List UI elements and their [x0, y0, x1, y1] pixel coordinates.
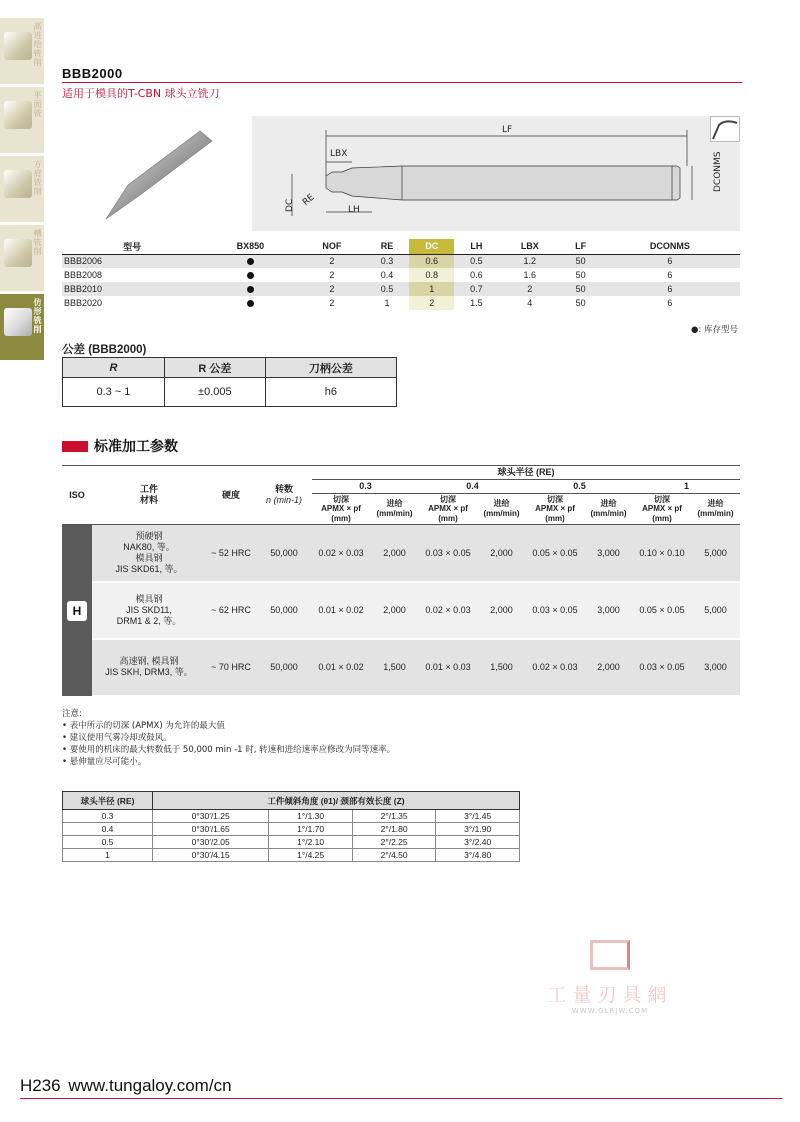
heading-bar	[62, 441, 88, 452]
notes-title: 注意:	[62, 709, 82, 719]
col-dc: DC	[409, 239, 455, 254]
page-subtitle: 适用于模具的T-CBN 球头立铣刀	[62, 87, 220, 100]
col-iso: ISO	[62, 466, 92, 525]
profile-milling-icon	[4, 308, 32, 336]
dc-label: DC	[285, 198, 295, 212]
note-item: • 建议使用气雾冷却或鼓风。	[62, 733, 172, 743]
stock-dot-icon	[247, 300, 254, 307]
title-divider	[62, 82, 742, 83]
col-bx850: BX850	[202, 239, 298, 254]
radius-0-5: 0.5	[526, 479, 633, 493]
table-row: 模具钢 JIS SKD11, DRM1 & 2, 等。 ~ 62 HRC 50,000 0.01 × 0.02 2,000 0.02 × 0.03 2,000 0.03 × 0.05 3,000 0.05 × 0.05 5,000	[62, 582, 740, 639]
dconms-label: DCONMS	[713, 151, 723, 192]
table-row: BBB2010 2 0.5 1 0.7 2 50 6	[62, 282, 740, 296]
col-hardness: 硬度	[206, 466, 256, 525]
footer-divider	[20, 1098, 782, 1099]
side-tab-slot-milling[interactable]: 槽铣削	[0, 225, 44, 291]
col-dconms: DCONMS	[600, 239, 740, 254]
cutting-parameters-table	[62, 465, 740, 697]
slot-milling-icon	[4, 239, 32, 267]
specification-table	[62, 239, 740, 310]
table-row: 0.3 0°30′/1.25 1°/1.30 2°/1.35 3°/1.45	[63, 810, 520, 823]
notes	[62, 708, 395, 768]
col-lf: LF	[561, 239, 600, 254]
watermark	[520, 940, 700, 1015]
note-item: • 表中所示的切深 (APMX) 为允许的最大值	[62, 721, 225, 731]
tool-illustration	[100, 125, 220, 225]
col-ball-radius: 球头半径 (RE)	[312, 466, 740, 480]
page-title: BBB2000	[62, 66, 123, 81]
col-speed: 转数 n (min-1)	[256, 466, 312, 525]
high-feed-milling-icon	[4, 32, 32, 60]
side-tab-shoulder-milling[interactable]: 方肩铣削	[0, 156, 44, 222]
table-row: 0.3 ~ 1 ±0.005 h6	[63, 378, 397, 407]
col-lbx: LBX	[498, 239, 561, 254]
lh-label: LH	[348, 205, 360, 215]
tol-col-r: R	[63, 358, 165, 378]
table-row: 0.4 0°30′/1.65 1°/1.70 2°/1.80 3°/1.90	[63, 823, 520, 836]
params-heading: 标准加工参数	[62, 436, 178, 456]
tilt-angle-table	[62, 791, 520, 862]
watermark-name: 工量刃具網	[547, 984, 673, 1006]
col-re: RE	[365, 239, 409, 254]
note-item: • 要使用的机床的最大转数低于 50,000 min -1 时, 转速和进给速率应修改为同等速率。	[62, 745, 396, 755]
page-number: H236	[20, 1076, 61, 1095]
side-tab-face-milling[interactable]: 平面铣	[0, 87, 44, 153]
col-depth: 切深 APMX × pf (mm)	[633, 493, 691, 525]
tol-col-r-tolerance: R 公差	[164, 358, 265, 378]
col-feed: 进给 (mm/min)	[477, 493, 526, 525]
side-tab-profile-milling[interactable]: 仿形铣削	[0, 294, 44, 360]
tol-col-shank-tolerance: 刀柄公差	[265, 358, 396, 378]
radius-1: 1	[633, 479, 740, 493]
col-tilt-angle: 工件倾斜角度 (θ1)/ 颈部有效长度 (Z)	[153, 792, 520, 810]
col-lh: LH	[454, 239, 498, 254]
col-depth: 切深 APMX × pf (mm)	[526, 493, 584, 525]
tolerance-table	[62, 357, 397, 407]
profile-milling-inset-icon	[710, 116, 740, 142]
col-material: 工件 材料	[92, 466, 206, 525]
radius-0-4: 0.4	[419, 479, 526, 493]
stock-legend: ●: 库存型号	[691, 325, 738, 335]
stock-dot-icon	[247, 272, 254, 279]
note-item: • 悬伸量应尽可能小。	[62, 757, 147, 767]
col-feed: 进给 (mm/min)	[370, 493, 419, 525]
col-nof: NOF	[299, 239, 366, 254]
side-tab-high-feed[interactable]: 高进给铣削	[0, 18, 44, 84]
radius-0-3: 0.3	[312, 479, 419, 493]
stock-dot-icon	[247, 286, 254, 293]
table-row: H 预硬钢 NAK80, 等。 模具钢 JIS SKD61, 等。 ~ 52 HRC 50,000 0.02 × 0.03 2,000 0.03 × 0.05 2,000 0.05 × 0.05 3,000 0.10 × 0.10 5,000	[62, 525, 740, 582]
lf-label: LF	[502, 125, 513, 135]
iso-group	[62, 525, 92, 696]
table-row: 0.5 0°30′/2.05 1°/2.10 2°/2.25 3°/2.40	[63, 836, 520, 849]
table-row: 1 0°30′/4.15 1°/4.25 2°/4.50 3°/4.80	[63, 849, 520, 862]
lbx-label: LBX	[330, 149, 348, 159]
col-ball-radius: 球头半径 (RE)	[63, 792, 153, 810]
tolerance-title: 公差 (BBB2000)	[62, 344, 147, 356]
watermark-logo-icon	[590, 940, 630, 970]
col-feed: 进给 (mm/min)	[691, 493, 740, 525]
face-milling-icon	[4, 101, 32, 129]
table-row: BBB2020 2 1 2 1.5 4 50 6	[64, 298, 673, 308]
shoulder-milling-icon	[4, 170, 32, 198]
stock-dot-icon	[247, 258, 254, 265]
table-row: 高速钢, 模具钢 JIS SKH, DRM3, 等。 ~ 70 HRC 50,000 0.01 × 0.02 1,500 0.01 × 0.03 1,500 0.02 × 0.03 2,000 0.03 × 0.05 3,000	[62, 639, 740, 696]
table-row: BBB2006 2 0.3 0.6 0.5 1.2 50 6	[62, 254, 740, 268]
iso-h-badge: H	[67, 601, 87, 621]
col-depth: 切深 APMX × pf (mm)	[419, 493, 477, 525]
dimension-drawing-svg	[252, 116, 740, 231]
col-model: 型号	[62, 239, 202, 254]
table-row: BBB2008 2 0.4 0.8 0.6 1.6 50 6	[64, 270, 673, 280]
dimension-drawing	[252, 116, 740, 231]
col-feed: 进给 (mm/min)	[584, 493, 633, 525]
watermark-url: WWW.GLRJW.COM	[571, 1007, 649, 1015]
side-tabs	[0, 18, 44, 363]
footer-url[interactable]: www.tungaloy.com/cn	[68, 1076, 232, 1095]
page-footer	[20, 1076, 232, 1096]
re-label: RE	[301, 192, 317, 208]
col-depth: 切深 APMX × pf (mm)	[312, 493, 370, 525]
